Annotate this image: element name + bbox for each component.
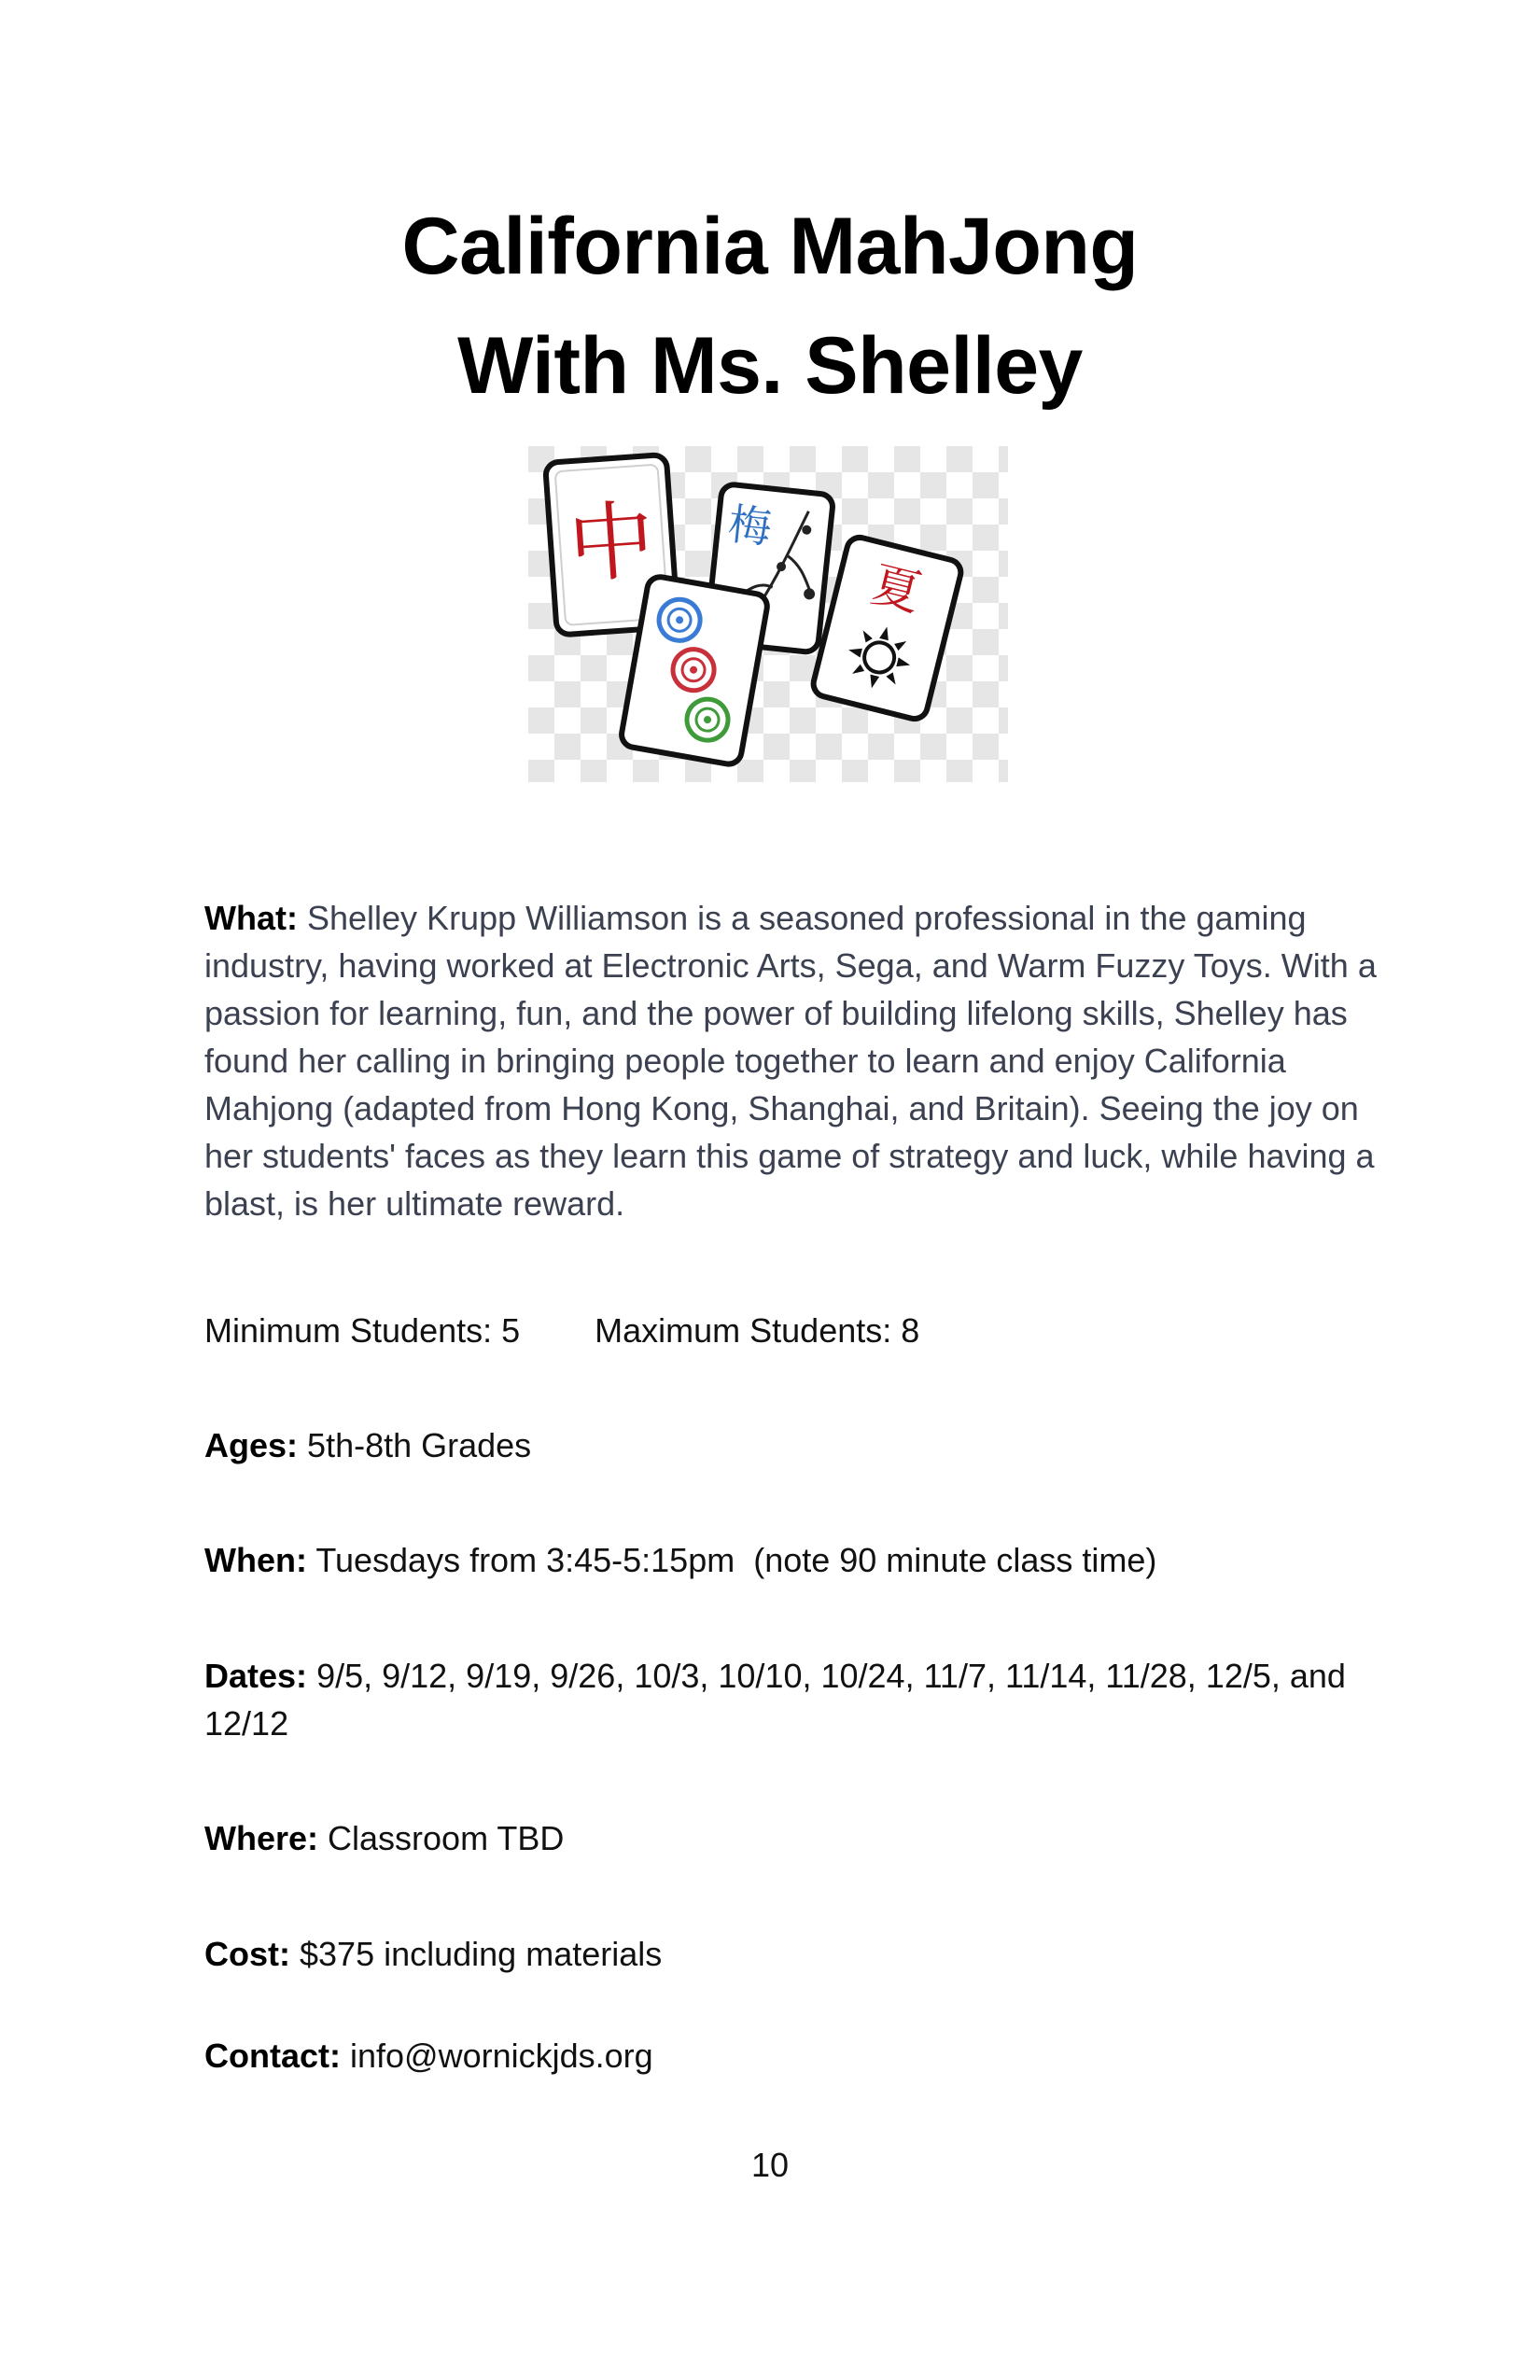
when-section: [204, 1536, 1390, 1584]
minimum-students: Minimum Students: 5: [204, 1311, 521, 1350]
red-dragon-glyph: 中: [565, 490, 658, 596]
cost-value: $375 including materials: [300, 1935, 663, 1973]
title-line-1: California MahJong: [401, 202, 1139, 291]
summer-glyph: 夏: [865, 556, 927, 623]
circles-tile: [620, 575, 769, 766]
what-section: [204, 894, 1390, 1227]
contact-section: [204, 2032, 1390, 2079]
plum-glyph: 梅: [725, 498, 775, 553]
what-label: What:: [204, 899, 298, 937]
contact-email[interactable]: info@wornickjds.org: [350, 2037, 653, 2075]
cost-label: Cost:: [204, 1935, 290, 1973]
dates-value: 9/5, 9/12, 9/19, 9/26, 10/3, 10/10, 10/24, 11/7, 11/14, 11/28, 12/5, and 12/12: [204, 1657, 1346, 1743]
student-limits: [204, 1307, 1390, 1354]
page-number: 10: [750, 2146, 790, 2184]
where-label: Where:: [204, 1819, 319, 1857]
maximum-students: Maximum Students: 8: [595, 1311, 920, 1350]
ages-value: 5th-8th Grades: [307, 1426, 532, 1464]
title-line-2: With Ms. Shelley: [457, 321, 1083, 411]
cost-section: [204, 1930, 1390, 1978]
page-title: [0, 187, 1540, 426]
dates-section: [204, 1652, 1390, 1747]
ages-section: [204, 1421, 1390, 1469]
when-label: When:: [204, 1541, 307, 1579]
when-value: Tuesdays from 3:45-5:15pm (note 90 minute class time): [315, 1541, 1157, 1579]
contact-label: Contact:: [204, 2037, 341, 2075]
where-value: Classroom TBD: [328, 1819, 565, 1857]
dates-label: Dates:: [204, 1657, 308, 1695]
what-description: Shelley Krupp Williamson is a seasoned professional in the gaming industry, having worked at Electronic Arts, Sega, and Warm Fuzzy Toys. With a passion for learning, fun, and the power of building lifelong skills, Shelley has found her calling in bringing people together to learn and enjoy California Mahjong (adapted from Hong Kong, Shanghai, and Britain). Seeing the joy on her students' faces as they learn this game of strategy and luck, while having a blast, is her ultimate reward.: [204, 899, 1377, 1223]
where-section: [204, 1814, 1390, 1862]
ages-label: Ages:: [204, 1426, 299, 1464]
mahjong-tiles-illustration: [528, 446, 1008, 782]
